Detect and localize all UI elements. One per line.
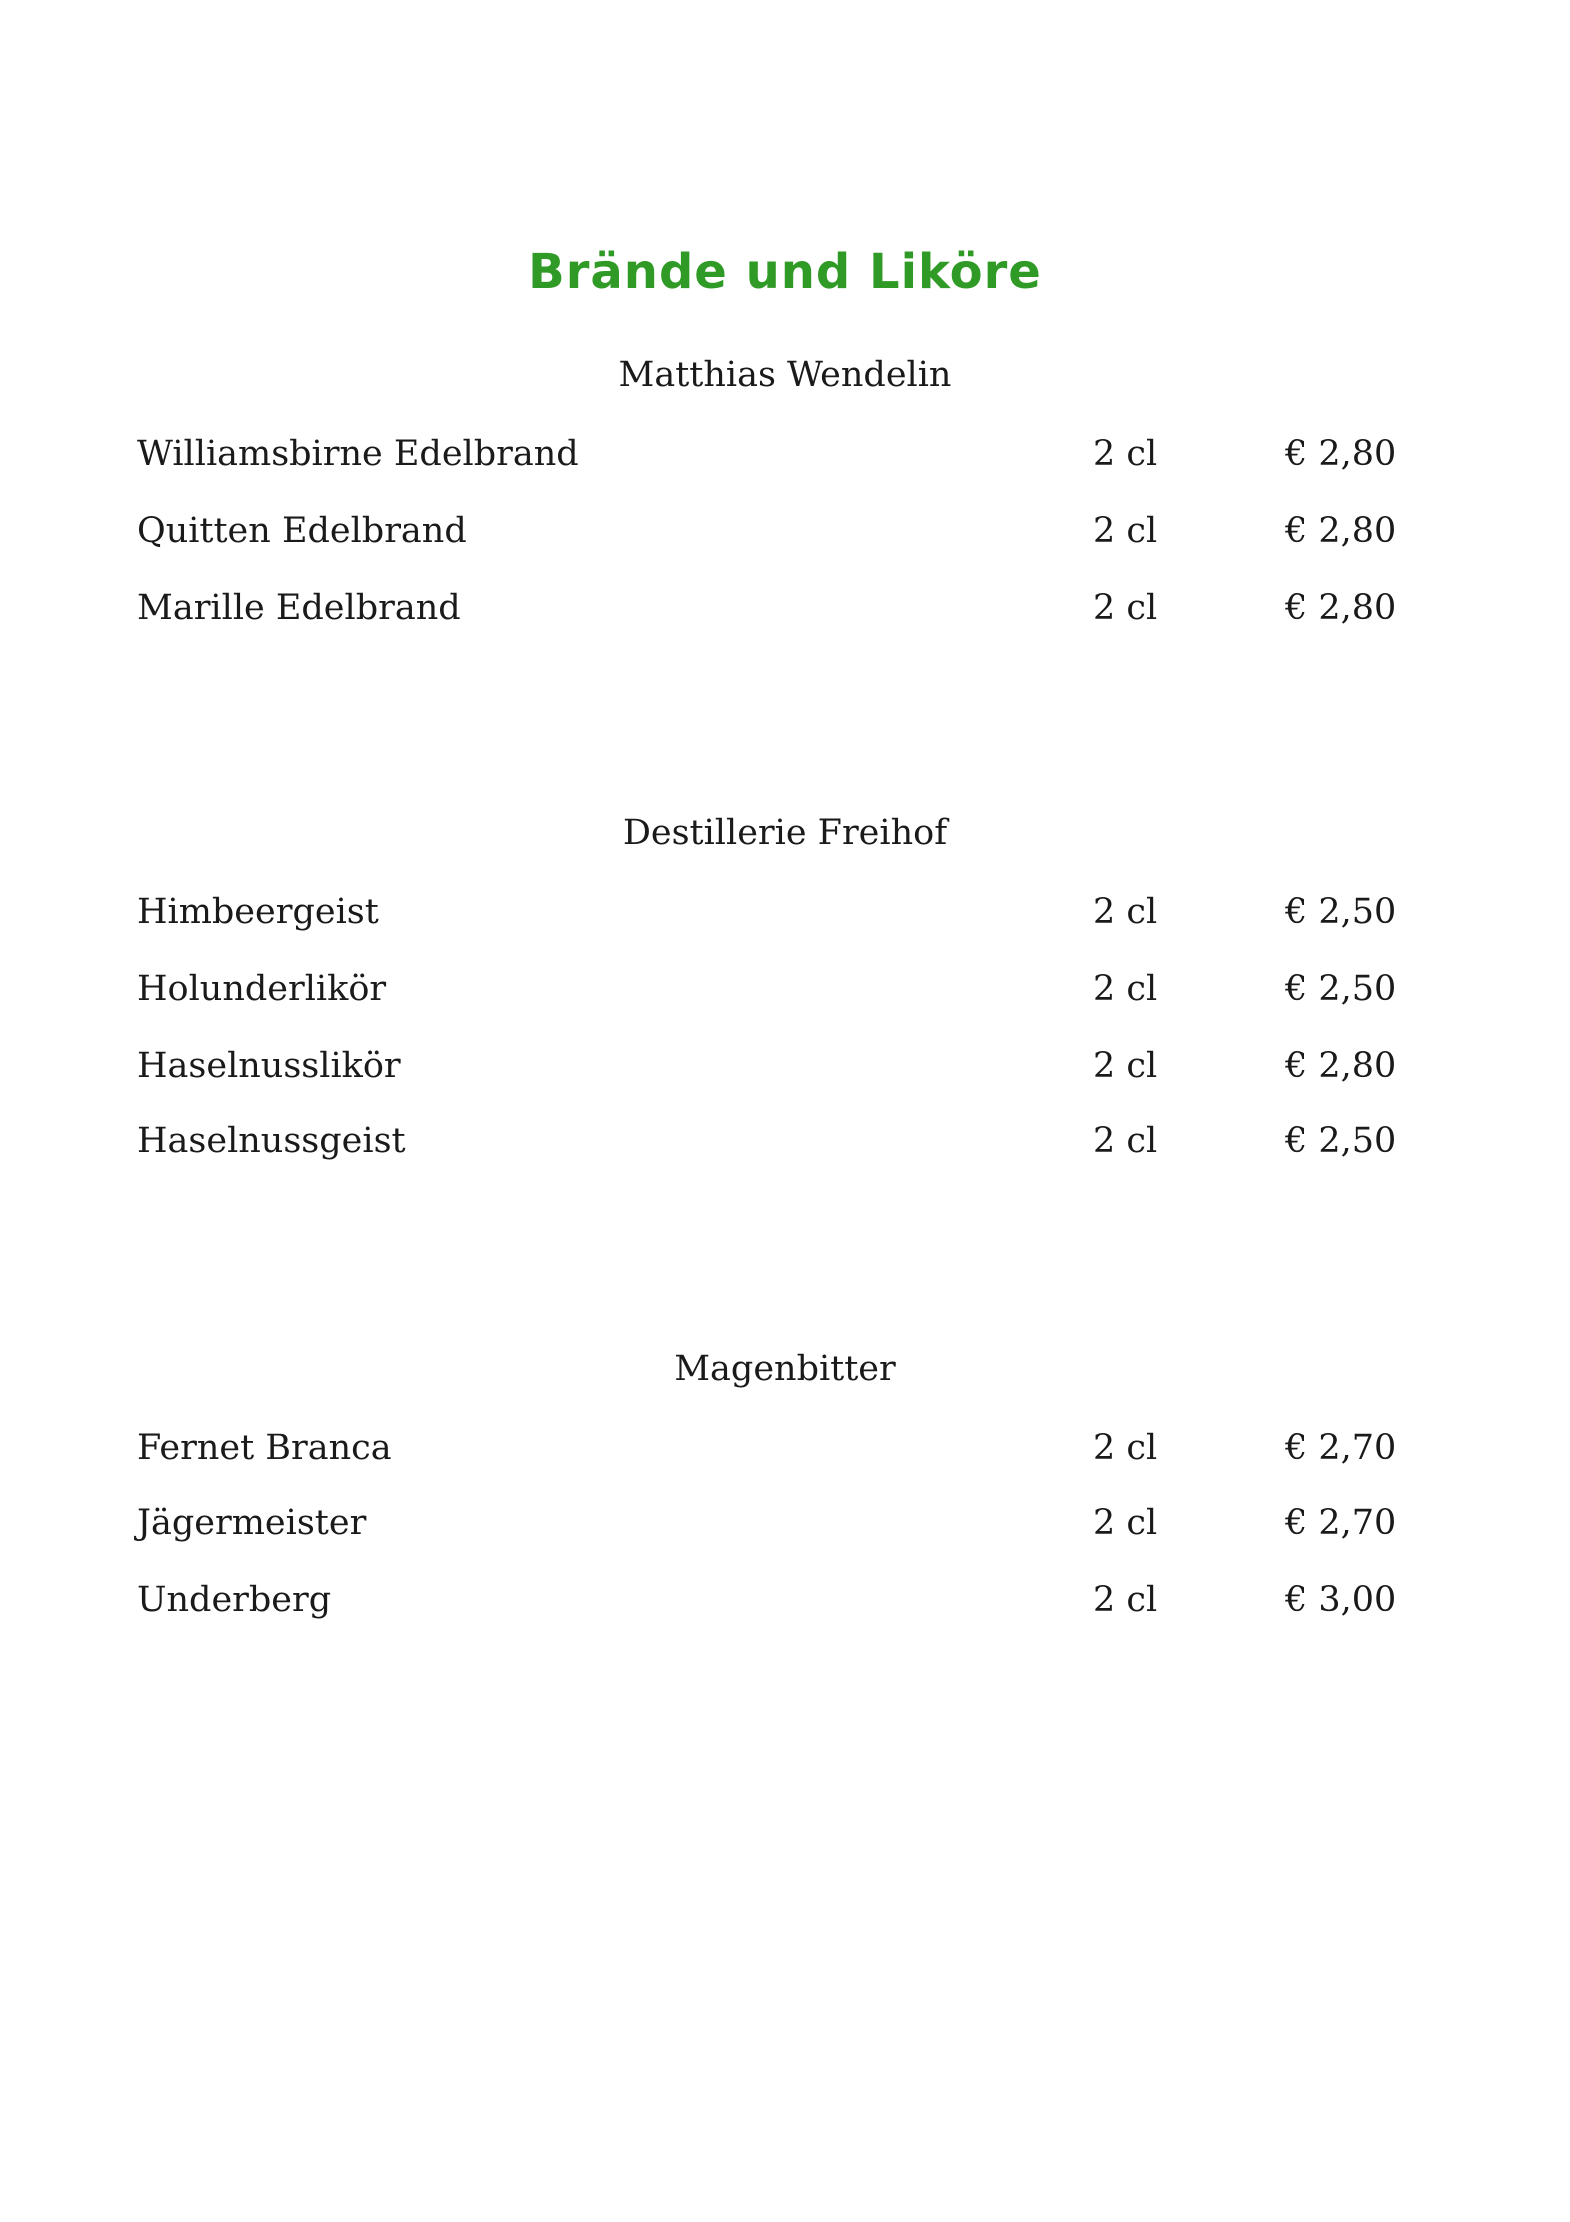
menu-item (0, 588, 1570, 628)
item-name: Jägermeister (137, 1503, 367, 1543)
menu-item (0, 1503, 1570, 1543)
item-volume: 2 cl (1093, 511, 1158, 551)
item-price: € 2,70 (1285, 1428, 1397, 1468)
section-heading-matthias-wendelin: Matthias Wendelin (618, 355, 952, 395)
item-price: € 2,50 (1285, 969, 1397, 1009)
item-volume: 2 cl (1093, 892, 1158, 932)
item-volume: 2 cl (1093, 969, 1158, 1009)
item-volume: 2 cl (1093, 1428, 1158, 1468)
section-heading-magenbitter: Magenbitter (674, 1349, 896, 1389)
item-price: € 2,80 (1285, 434, 1397, 474)
item-volume: 2 cl (1093, 1046, 1158, 1086)
menu-item (0, 1580, 1570, 1620)
item-volume: 2 cl (1093, 1121, 1158, 1161)
menu-item (0, 511, 1570, 551)
item-name: Himbeergeist (137, 892, 379, 932)
item-price: € 2,80 (1285, 588, 1397, 628)
menu-title: Brände und Liköre (528, 244, 1042, 300)
item-price: € 2,80 (1285, 511, 1397, 551)
menu-item (0, 434, 1570, 474)
menu-item (0, 1121, 1570, 1161)
item-name: Haselnusslikör (137, 1046, 401, 1086)
menu-item (0, 1046, 1570, 1086)
item-volume: 2 cl (1093, 1580, 1158, 1620)
item-name: Underberg (137, 1580, 332, 1620)
item-name: Williamsbirne Edelbrand (137, 434, 579, 474)
item-name: Haselnussgeist (137, 1121, 406, 1161)
section-heading-destillerie-freihof: Destillerie Freihof (622, 813, 948, 853)
item-price: € 2,50 (1285, 892, 1397, 932)
menu-item (0, 892, 1570, 932)
item-name: Fernet Branca (137, 1428, 392, 1468)
menu-item (0, 969, 1570, 1009)
item-price: € 2,50 (1285, 1121, 1397, 1161)
menu-item (0, 1428, 1570, 1468)
item-name: Holunderlikör (137, 969, 387, 1009)
item-name: Quitten Edelbrand (137, 511, 467, 551)
item-name: Marille Edelbrand (137, 588, 461, 628)
item-volume: 2 cl (1093, 588, 1158, 628)
item-price: € 3,00 (1285, 1580, 1397, 1620)
item-price: € 2,70 (1285, 1503, 1397, 1543)
item-volume: 2 cl (1093, 1503, 1158, 1543)
item-volume: 2 cl (1093, 434, 1158, 474)
item-price: € 2,80 (1285, 1046, 1397, 1086)
